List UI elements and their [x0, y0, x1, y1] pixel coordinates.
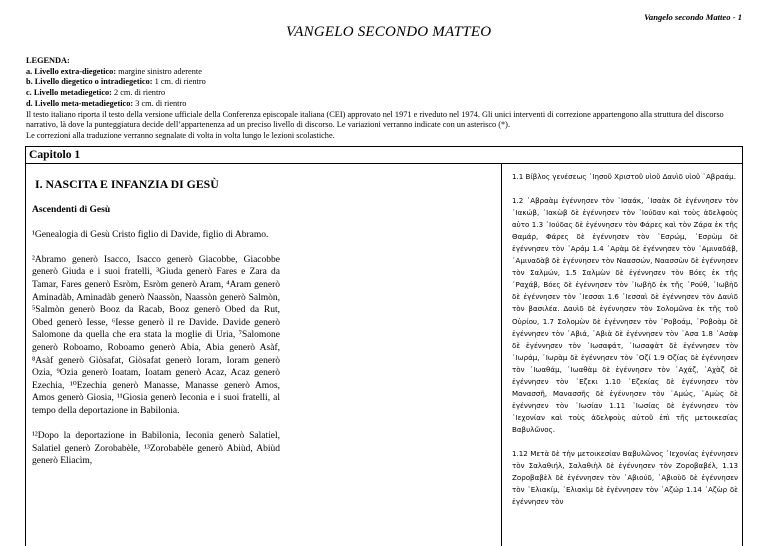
greek-paragraph: 1.12 Μετὰ δὲ τὴν μετοικεσίαν Βαβυλῶνος ᾿Ιεχονίας ἐγέννησεν τὸν Σαλαθιήλ, Σαλαθιὴλ δὲ ἐγέννησεν τὸν Ζοροβαβέλ, 1.13 Ζοροβαβὲλ δὲ ἐγέννησεν τὸν ᾿Αβιούδ, ᾿Αβιοὺδ δὲ ἐγέννησεν τὸν ᾿Ελιακίμ, ᾿Ελιακὶμ δὲ ἐγέννησεν τὸν ᾿Αζώρ 1.14 ᾿Αζὼρ δὲ ἐγέννησεν τὸν — [512, 448, 738, 507]
greek-paragraph: 1.1 Βίβλος γενέσεως ᾿Ιησοῦ Χριστοῦ υἱοῦ Δαυὶδ υἱοῦ ᾿Αβραάμ. — [512, 172, 736, 181]
legend-item-text: margine sinistro aderente — [116, 66, 202, 76]
legend-item — [26, 99, 756, 110]
running-header: Vangelo secondo Matteo - 1 — [644, 12, 742, 22]
chapter-heading: Capitolo 1 — [26, 147, 742, 164]
legend-item-text: 1 cm. di rientro — [152, 77, 206, 87]
column-divider — [501, 164, 502, 546]
legend-item — [26, 77, 756, 88]
subsection-title: Ascendenti di Gesù — [32, 205, 111, 215]
legend-item-text: 3 cm. di rientro — [133, 98, 187, 108]
greek-text-column — [512, 171, 738, 546]
legend-item-label: b. Livello diegetico o intradiegetico: — [26, 77, 153, 87]
italian-text-column — [32, 204, 280, 480]
section-title: I. NASCITA E INFANZIA DI GESÙ — [35, 177, 219, 191]
legend-item-text: 2 cm. di rientro — [111, 88, 166, 98]
chapter-table — [25, 146, 743, 546]
legend-item-label: c. Livello metadiegetico: — [26, 88, 112, 98]
legend-note: Le correzioni alla traduzione verranno segnalate di volta in volta lungo le lezioni scolastiche. — [26, 130, 335, 140]
legend-heading: LEGENDA: — [26, 56, 70, 65]
legend-item-label: d. Livello meta-metadiegetico: — [26, 98, 134, 108]
legend-item — [26, 67, 756, 78]
italian-paragraph: ¹²Dopo la deportazione in Babilonia, Ieconia generò Salatiel, Salatiel generò Zorobabèle, ¹³Zorobabèle generò Abiùd, Abiùd generò Eliacìm, — [32, 431, 280, 467]
italian-paragraph: ²Abramo generò Isacco, Isacco generò Giacobbe, Giacobbe generò Giuda e i suoi fratelli, ³Giuda generò Fares e Zara da Tamar, Fares generò Esròm, Esròm generò Aram, ⁴Aram generò Aminadàb, Aminadàb generò Naassòn, Naassòn generò Salmòn, ⁵Salmòn generò Booz da Racab, Booz generò Obed da Rut, Obed generò Iesse, ⁶Iesse generò il re Davide. Davide generò Salomone da quella che era stata la moglie di Uria, ⁷Salomone generò Roboamo, Roboamo generò Abia, Abia generò Asàf, ⁸Asàf generò Giòsafat, Giòsafat generò Ioram, Ioram generò Ozia, ⁹Ozia generò Ioatam, Ioatam generò Acaz, Acaz generò Ezechia, ¹⁰Ezechia generò Manasse, Manasse generò Amos, Amos generò Giosia, ¹¹Giosia generò Ieconia e i suoi fratelli, al tempo della deportazione in Babilonia. — [32, 254, 280, 416]
legend-item — [26, 88, 756, 99]
document-title: VANGELO SECONDO MATTEO — [286, 24, 492, 40]
legend-note: Il testo italiano riporta il testo della versione ufficiale della Conferenza episcopale italiana (CEI) approvato nel 1971 e riveduto nel 1974. Gli unici interventi di correzione appartengono alla struttura del discorso narrativo, là dove la punteggiatura decide dell’appartenenza ad un preciso livello di discorso. Le variazioni verranno indicate con un asterisco (*). — [26, 109, 724, 130]
italian-paragraph: ¹Genealogia di Gesù Cristo figlio di Davide, figlio di Abramo. — [32, 229, 269, 240]
legend — [26, 56, 756, 142]
greek-paragraph: 1.2 ᾿Αβραὰμ ἐγέννησεν τὸν ᾿Ισαάκ, ᾿Ισαὰκ δὲ ἐγέννησεν τὸν ᾿Ιακώβ, ᾿Ιακὼβ δὲ ἐγέννησεν τὸν ᾿Ιούδαν καὶ τοὺς ἀδελφοὺς αὐτο 1.3 ᾿Ιούδας δὲ ἐγέννησεν τὸν Φάρες καὶ τὸν Ζάρα ἐκ τῆς Θαμάρ, Φάρες δὲ ἐγέννησεν τὸν ᾿Εσρώμ, ᾿Εσρὼμ δὲ ἐγέννησεν τὸν ᾿Αράμ 1.4 ᾿Αρὰμ δὲ ἐγέννησεν τὸν ᾿Αμιναδάβ, ᾿Αμιναδὰβ δὲ ἐγέννησεν τὸν Ναασσών, Ναασσὼν δὲ ἐγέννησεν τὸν Σαλμών, 1.5 Σαλμὼν δὲ ἐγέννησεν τὸν Βόες ἐκ τῆς ῾Ραχάβ, Βόες δὲ ἐγέννησεν τὸν ᾿Ιωβὴδ ἐκ τῆς ῾Ρούθ, ᾿Ιωβὴδ δὲ ἐγέννησεν τὸν ᾿Ιεσσαι 1.6 ᾿Ιεσσαὶ δὲ ἐγέννησεν τὸν Δαυὶδ τὸν βασιλέα. Δαυὶδ δὲ ἐγέννησεν τὸν Σολομῶνα ἐκ τῆς τοῦ Οὐρίου, 1.7 Σολομὼν δὲ ἐγέννησεν τὸν ῾Ροβοάμ, ῾Ροβοὰμ δὲ ἐγέννησεν τὸν ᾿Αβιά, ᾿Αβιὰ δὲ ἐγέννησεν τὸν ᾿Ασα 1.8 ᾿Ασὰφ δὲ ἐγέννησεν τὸν ᾿Ιωσαφάτ, ᾿Ιωσαφὰτ δὲ ἐγέννησεν τὸν ᾿Ιωράμ, ᾿Ιωρὰμ δὲ ἐγέννησεν τὸν ᾿Οζί 1.9 Οζίας δὲ ἐγέννησεν τὸν ᾿Ιωαθάμ, ᾿Ιωαθὰμ δὲ ἐγέννησεν τὸν ᾿Αχάζ, ᾿Αχὰζ δὲ ἐγέννησεν τὸν ᾿Εζεκι 1.10 ᾿Εζεκίας δὲ ἐγέννησεν τὸν Μανασσῆ, Μανασσῆς δὲ ἐγέννησεν τὸν ᾿Αμώς, ᾿Αμὼς δὲ ἐγέννησεν τὸν ᾿Ιωσίαν 1.11 ᾿Ιωσίας δὲ ἐγέννησεν τὸν ᾿Ιεχονίαν καὶ τοὺς ἀδελφοὺς αὐτοῦ ἐπὶ τῆς μετοικεσίας Βαβυλῶνος. — [512, 196, 738, 434]
legend-item-label: a. Livello extra-diegetico: — [26, 66, 117, 76]
